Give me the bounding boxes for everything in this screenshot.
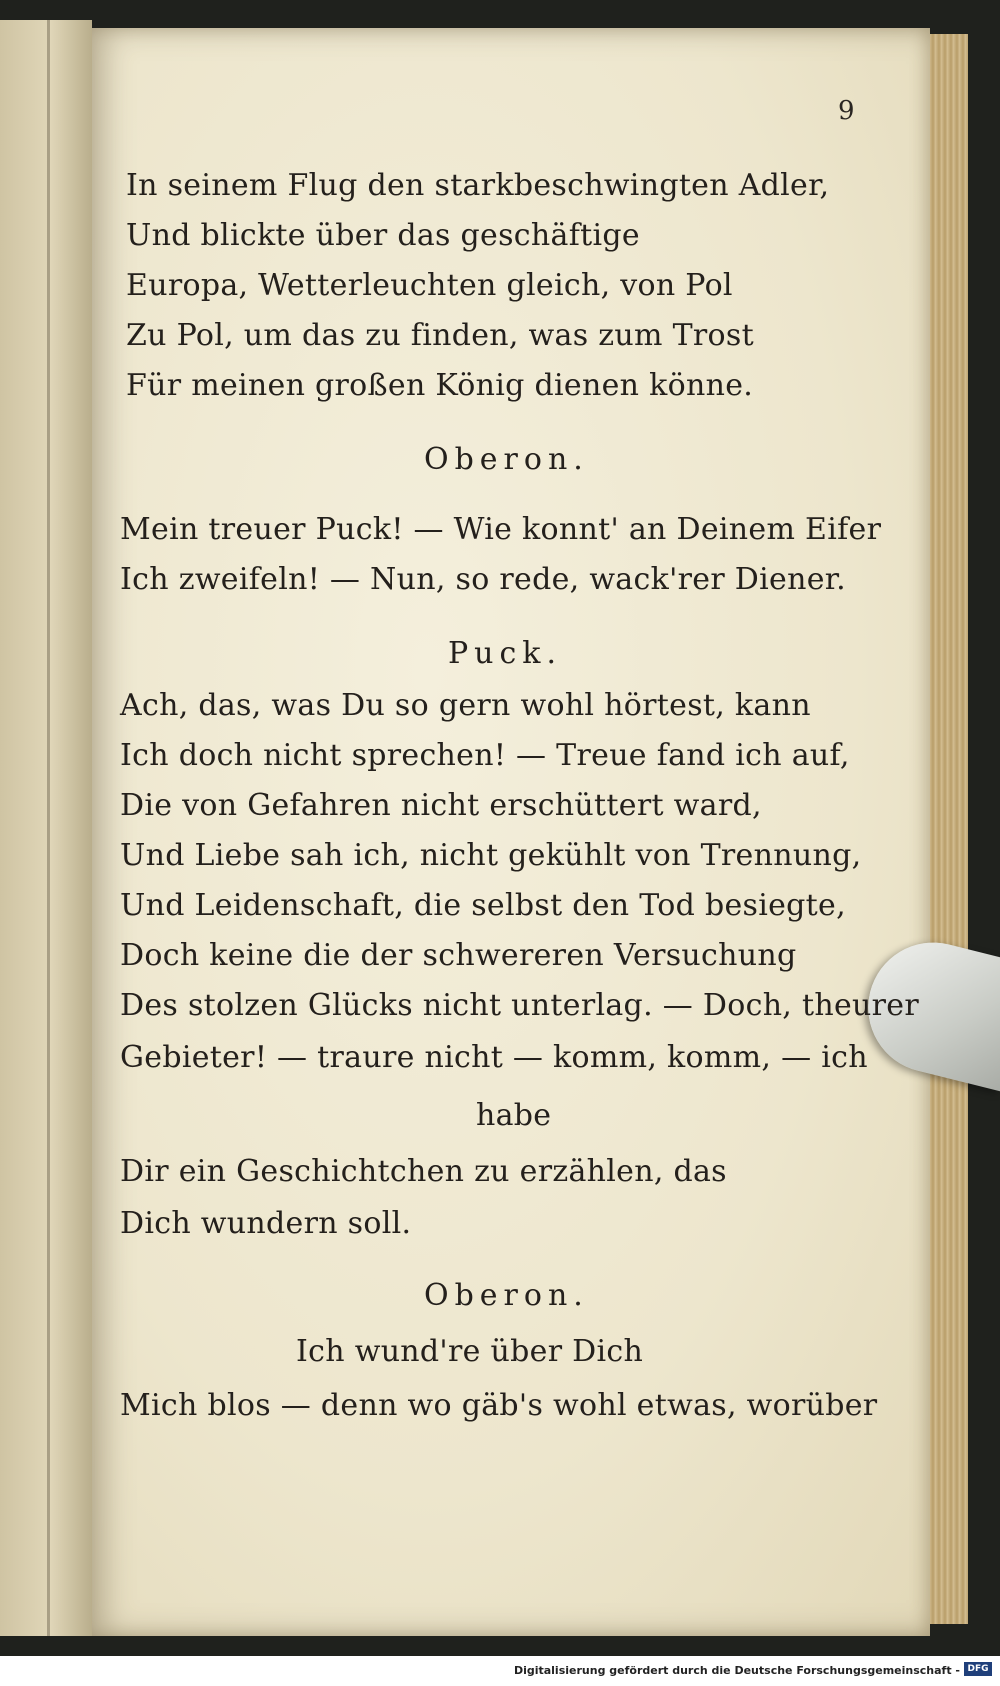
text-line: Europa, Wetterleuchten gleich, von Pol (126, 268, 733, 303)
text-line: Mein treuer Puck! — Wie konnt' an Deinem Eifer (120, 512, 882, 547)
text-line: Gebieter! — traure nicht — komm, komm, — ich (120, 1040, 868, 1075)
footer-credit: Digitalisierung gefördert durch die Deutsche Forschungsgemeinschaft - (513, 1664, 960, 1677)
text-line: Ich zweifeln! — Nun, so rede, wack'rer Diener. (120, 562, 846, 597)
text-line: Dich wundern soll. (120, 1206, 412, 1241)
text-line: Des stolzen Glücks nicht unterlag. — Doch, theurer (120, 988, 919, 1023)
text-line: Ich doch nicht sprechen! — Treue fand ich auf, (120, 738, 850, 773)
text-line: Und blickte über das geschäftige (126, 218, 640, 253)
page-number: 9 (838, 96, 855, 126)
text-line: habe (476, 1098, 552, 1133)
text-line: In seinem Flug den starkbeschwingten Adler, (126, 168, 830, 203)
text-line: Doch keine die der schwereren Versuchung (120, 938, 797, 973)
text-line: Mich blos — denn wo gäb's wohl etwas, worüber (120, 1388, 878, 1423)
footer-bar (0, 1656, 1000, 1686)
text-line: Und Liebe sah ich, nicht gekühlt von Trennung, (120, 838, 862, 873)
text-line: Dir ein Geschichtchen zu erzählen, das (120, 1154, 727, 1189)
text-line: Zu Pol, um das zu finden, was zum Trost (126, 318, 754, 353)
text-line: Für meinen großen König dienen könne. (126, 368, 754, 403)
speaker-heading: Oberon. (424, 1278, 589, 1313)
text-line: Ich wund're über Dich (296, 1334, 644, 1369)
text-line: Und Leidenschaft, die selbst den Tod besiegte, (120, 888, 846, 923)
speaker-heading: Oberon. (424, 442, 589, 477)
text-line: Die von Gefahren nicht erschüttert ward, (120, 788, 762, 823)
text-line: Ach, das, was Du so gern wohl hörtest, kann (120, 688, 811, 723)
speaker-heading: Puck. (448, 636, 563, 671)
dfg-logo-icon: DFG (964, 1662, 992, 1676)
